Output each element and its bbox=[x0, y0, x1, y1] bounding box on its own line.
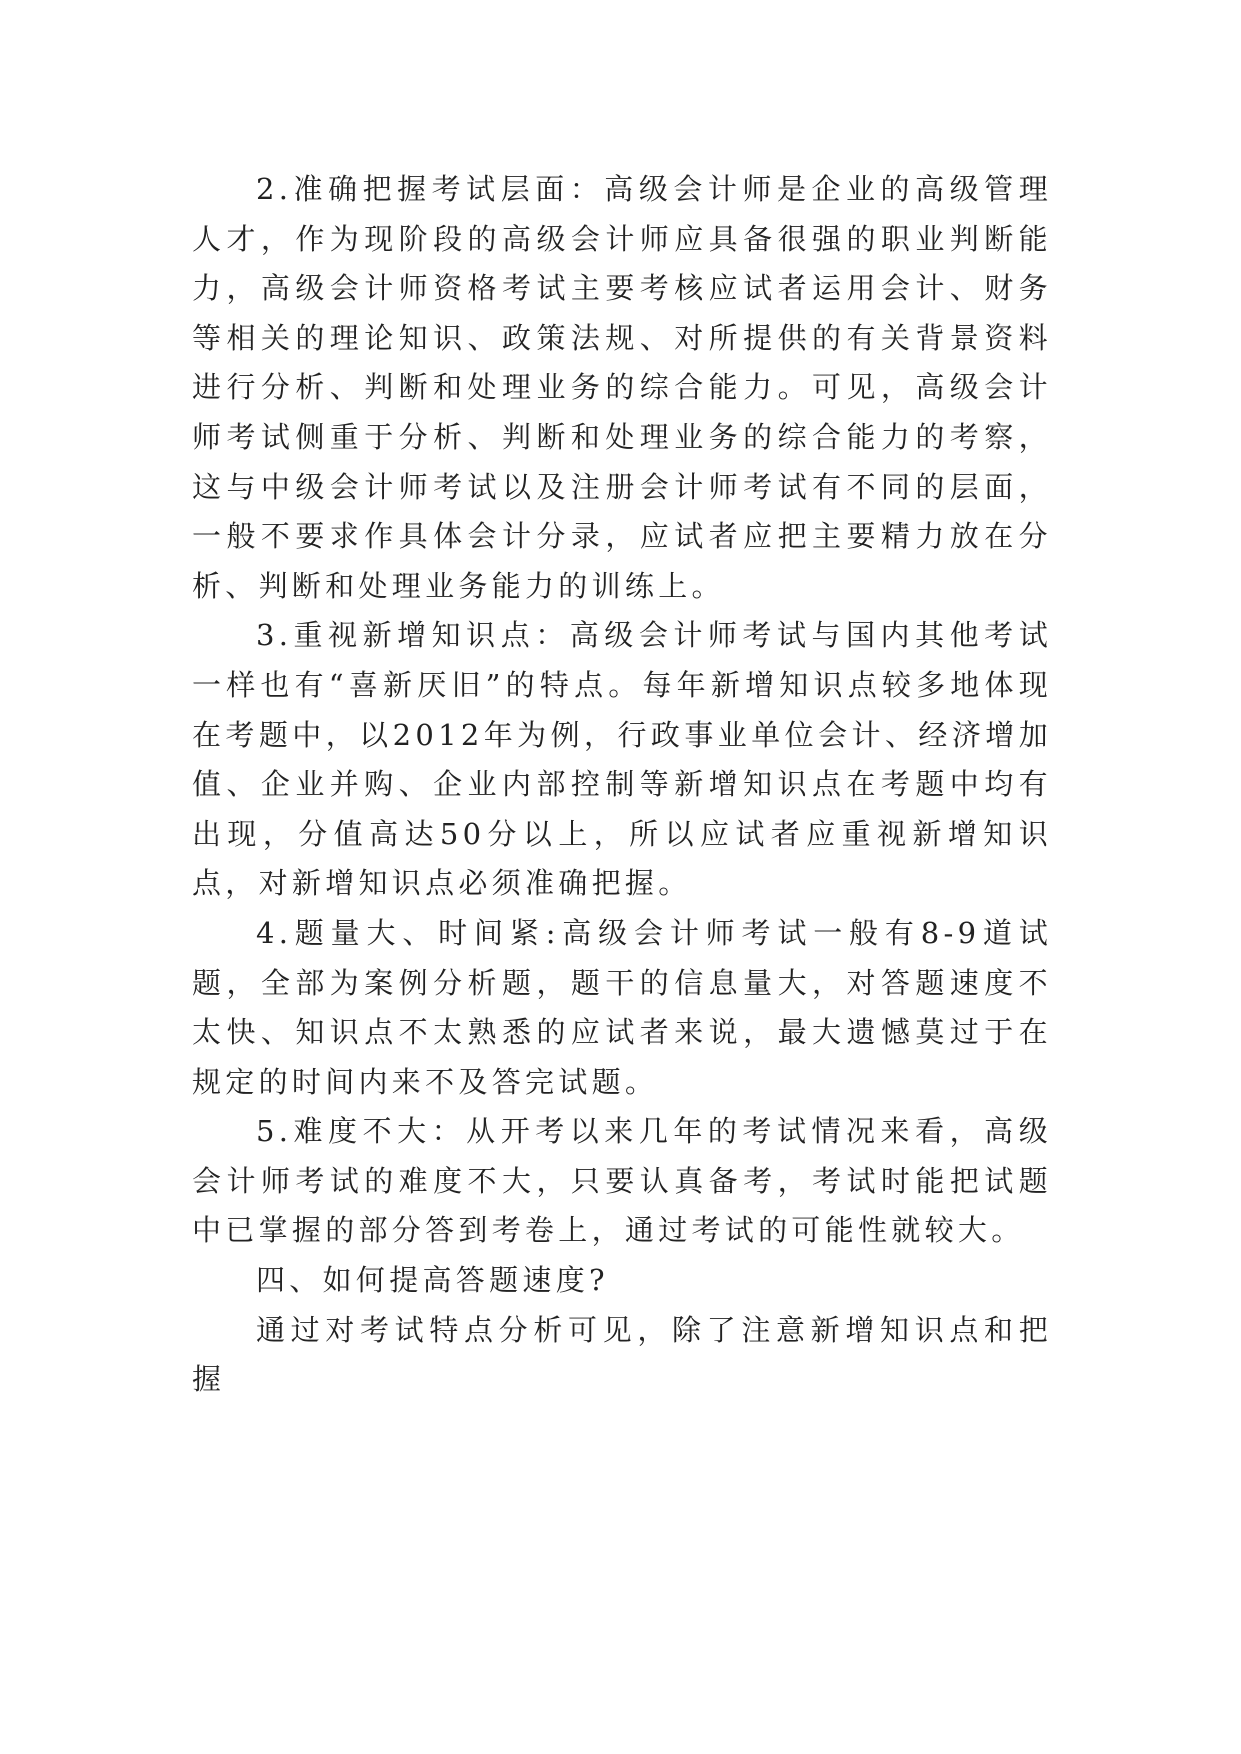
document-body bbox=[192, 165, 1052, 1405]
paragraph-new-knowledge-points: 3.重视新增知识点：高级会计师考试与国内其他考试一样也有“喜新厌旧”的特点。每年新增知识点较多地体现在考题中，以2012年为例，行政事业单位会计、经济增加值、企业并购、企业内部控制等新增知识点在考题中均有出现，分值高达50分以上，所以应试者应重视新增知识点，对新增知识点必须准确把握。 bbox=[192, 618, 1052, 901]
paragraph-answer-speed: 通过对考试特点分析可见，除了注意新增知识点和把握 bbox=[192, 1312, 1052, 1397]
paragraph-difficulty: 5.难度不大：从开考以来几年的考试情况来看，高级会计师考试的难度不大，只要认真备考，考试时能把试题中已掌握的部分答到考卷上，通过考试的可能性就较大。 bbox=[192, 1114, 1052, 1248]
paragraph-heavy-workload: 4.题量大、时间紧:高级会计师考试一般有8-9道试题，全部为案例分析题，题干的信息量大，对答题速度不太快、知识点不太熟悉的应试者来说，最大遗憾莫过于在规定的时间内来不及答完试题。 bbox=[192, 915, 1052, 1099]
section-heading-answer-speed: 四、如何提高答题速度? bbox=[256, 1263, 609, 1298]
paragraph-exam-level: 2.准确把握考试层面：高级会计师是企业的高级管理人才，作为现阶段的高级会计师应具备很强的职业判断能力，高级会计师资格考试主要考核应试者运用会计、财务等相关的理论知识、政策法规、对所提供的有关背景资料进行分析、判断和处理业务的综合能力。可见，高级会计师考试侧重于分析、判断和处理业务的综合能力的考察，这与中级会计师考试以及注册会计师考试有不同的层面，一般不要求作具体会计分录，应试者应把主要精力放在分析、判断和处理业务能力的训练上。 bbox=[192, 172, 1052, 603]
